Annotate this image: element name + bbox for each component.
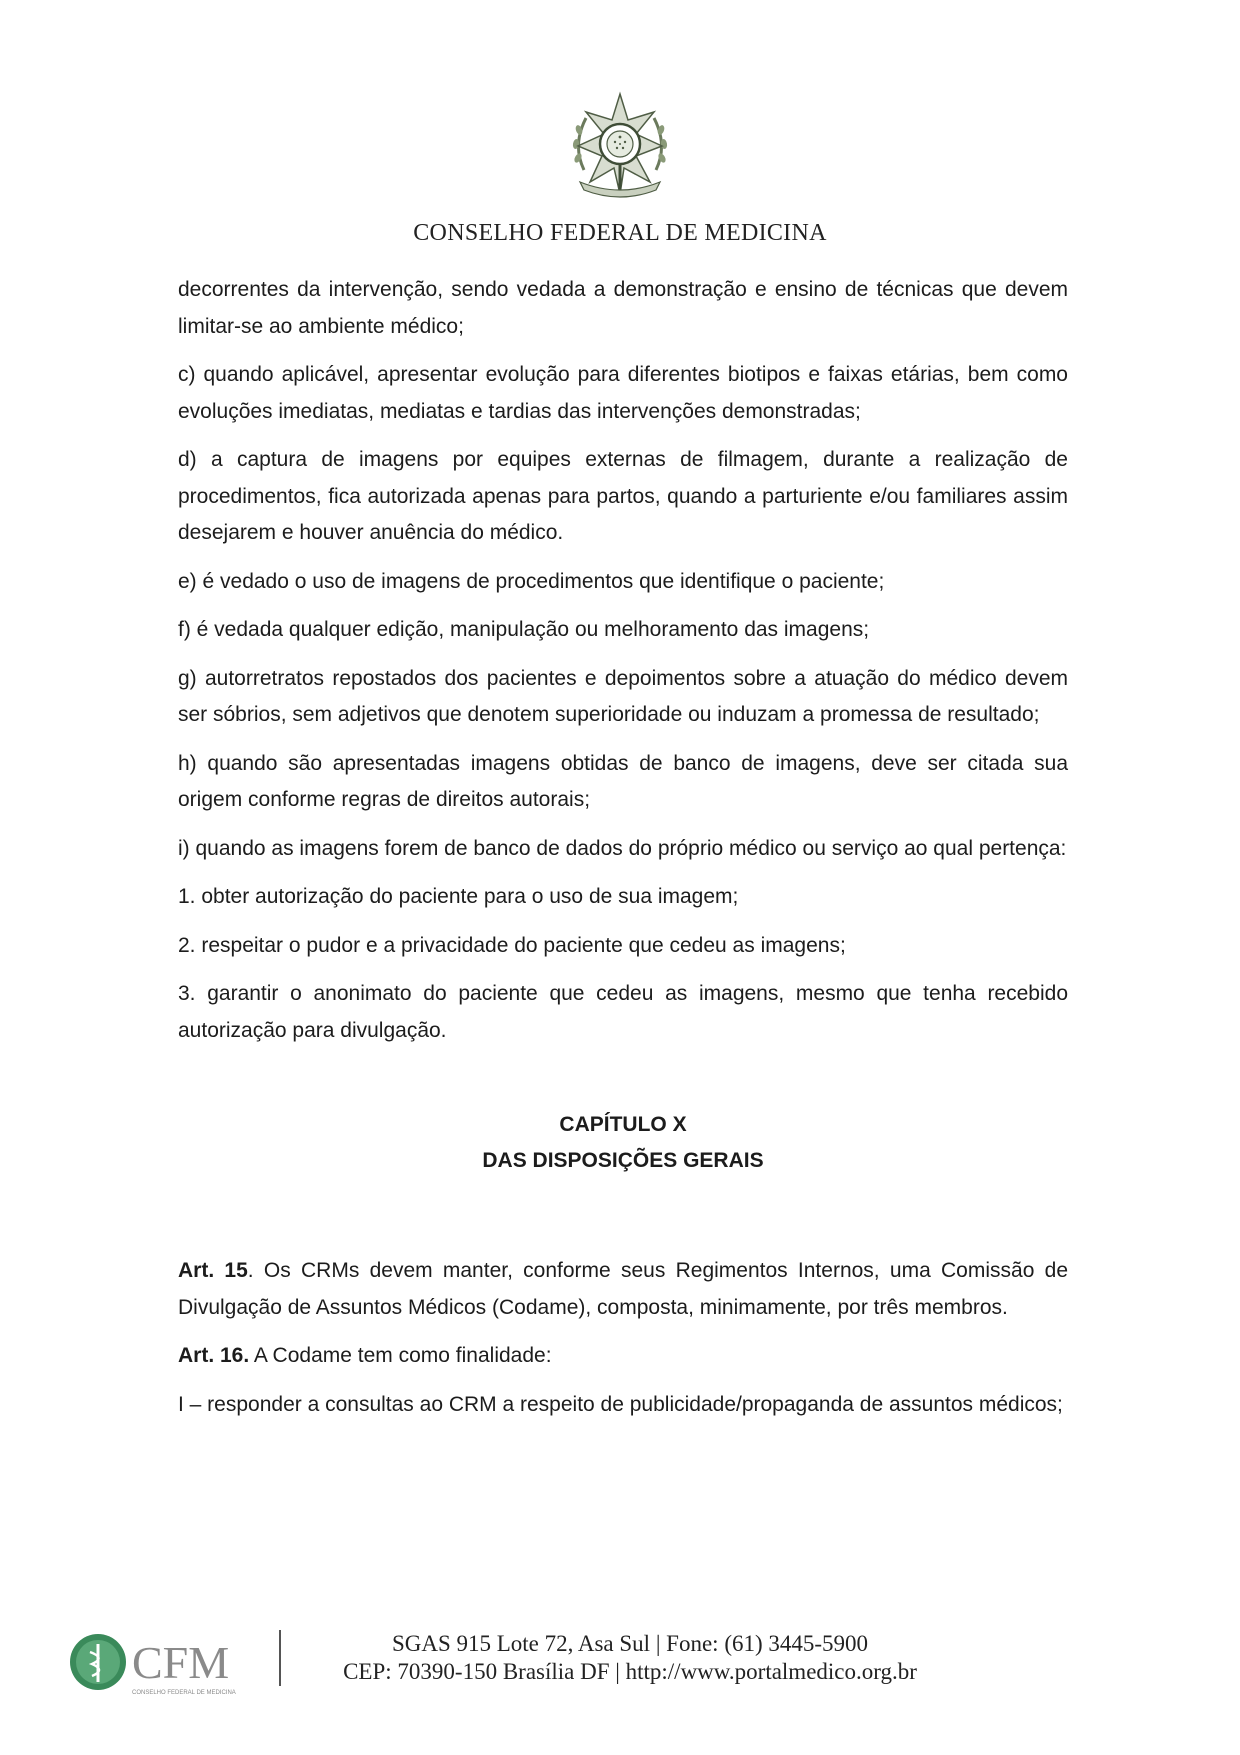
cfm-logo-icon bbox=[68, 1632, 288, 1698]
brazil-coat-of-arms-icon bbox=[564, 90, 676, 202]
paragraph-item-f: f) é vedada qualquer edição, manipulação ou melhoramento das imagens; bbox=[178, 618, 870, 641]
organization-title: CONSELHO FEDERAL DE MEDICINA bbox=[413, 220, 827, 246]
chapter-number: CAPÍTULO X bbox=[559, 1113, 687, 1136]
article-15-text: . Os CRMs devem manter, conforme seus Regimentos Internos, uma Comissão de Divulgação de Assuntos Médicos (Codame), composta, minimamente, por três membros. bbox=[178, 1259, 1068, 1319]
article-15-label: Art. 15 bbox=[178, 1259, 248, 1282]
paragraph-subitem-1: 1. obter autorização do paciente para o uso de sua imagem; bbox=[178, 885, 739, 908]
page-footer bbox=[0, 1618, 1240, 1698]
paragraph-item-d: d) a captura de imagens por equipes externas de filmagem, durante a realização de procedimentos, fica autorizada apenas para partos, quando a parturiente e/ou familiares assim desejarem e houver anuência do médico. bbox=[178, 448, 1068, 544]
paragraph-continuation: decorrentes da intervenção, sendo vedada a demonstração e ensino de técnicas que devem limitar-se ao ambiente médico; bbox=[178, 278, 1068, 338]
paragraph-item-h: h) quando são apresentadas imagens obtidas de banco de imagens, deve ser citada sua origem conforme regras de direitos autorais; bbox=[178, 751, 1068, 811]
article-16-text: A Codame tem como finalidade: bbox=[249, 1344, 552, 1367]
footer-address-line-1: SGAS 915 Lote 72, Asa Sul | Fone: (61) 3445-5900 bbox=[391, 1631, 869, 1656]
paragraph-item-e: e) é vedado o uso de imagens de procedimentos que identifique o paciente; bbox=[178, 569, 885, 593]
paragraph-item-i: i) quando as imagens forem de banco de dados do próprio médico ou serviço ao qual pertença: bbox=[178, 836, 1067, 860]
cfm-logo-text: CFM bbox=[132, 1637, 230, 1688]
page-header bbox=[0, 90, 1240, 247]
paragraph-item-g: g) autorretratos repostados dos pacientes e depoimentos sobre a atuação do médico devem ser sóbrios, sem adjetivos que denotem superioridade ou induzam a promessa de resultado; bbox=[178, 666, 1068, 726]
article-15 bbox=[178, 1253, 1068, 1326]
chapter-heading bbox=[178, 1107, 1068, 1179]
footer-address bbox=[300, 1630, 960, 1686]
cfm-logo-subtext: CONSELHO FEDERAL DE MEDICINA bbox=[132, 1690, 236, 1696]
paragraph-item-c: c) quando aplicável, apresentar evolução para diferentes biotipos e faixas etárias, bem como evoluções imediatas, mediatas e tardias das intervenções demonstradas; bbox=[178, 363, 1068, 423]
chapter-title: DAS DISPOSIÇÕES GERAIS bbox=[482, 1149, 764, 1172]
article-16 bbox=[178, 1338, 1068, 1375]
paragraph-subitem-3: 3. garantir o anonimato do paciente que cedeu as imagens, mesmo que tenha recebido autorização para divulgação. bbox=[178, 982, 1068, 1042]
article-16-item-I: I – responder a consultas ao CRM a respeito de publicidade/propaganda de assuntos médicos; bbox=[178, 1392, 1063, 1416]
footer-divider bbox=[279, 1630, 281, 1686]
article-16-label: Art. 16. bbox=[178, 1344, 250, 1367]
document-body bbox=[178, 272, 1068, 1435]
footer-address-line-2: CEP: 70390-150 Brasília DF | http://www.portalmedico.org.br bbox=[343, 1659, 917, 1684]
paragraph-subitem-2: 2. respeitar o pudor e a privacidade do paciente que cedeu as imagens; bbox=[178, 933, 846, 957]
